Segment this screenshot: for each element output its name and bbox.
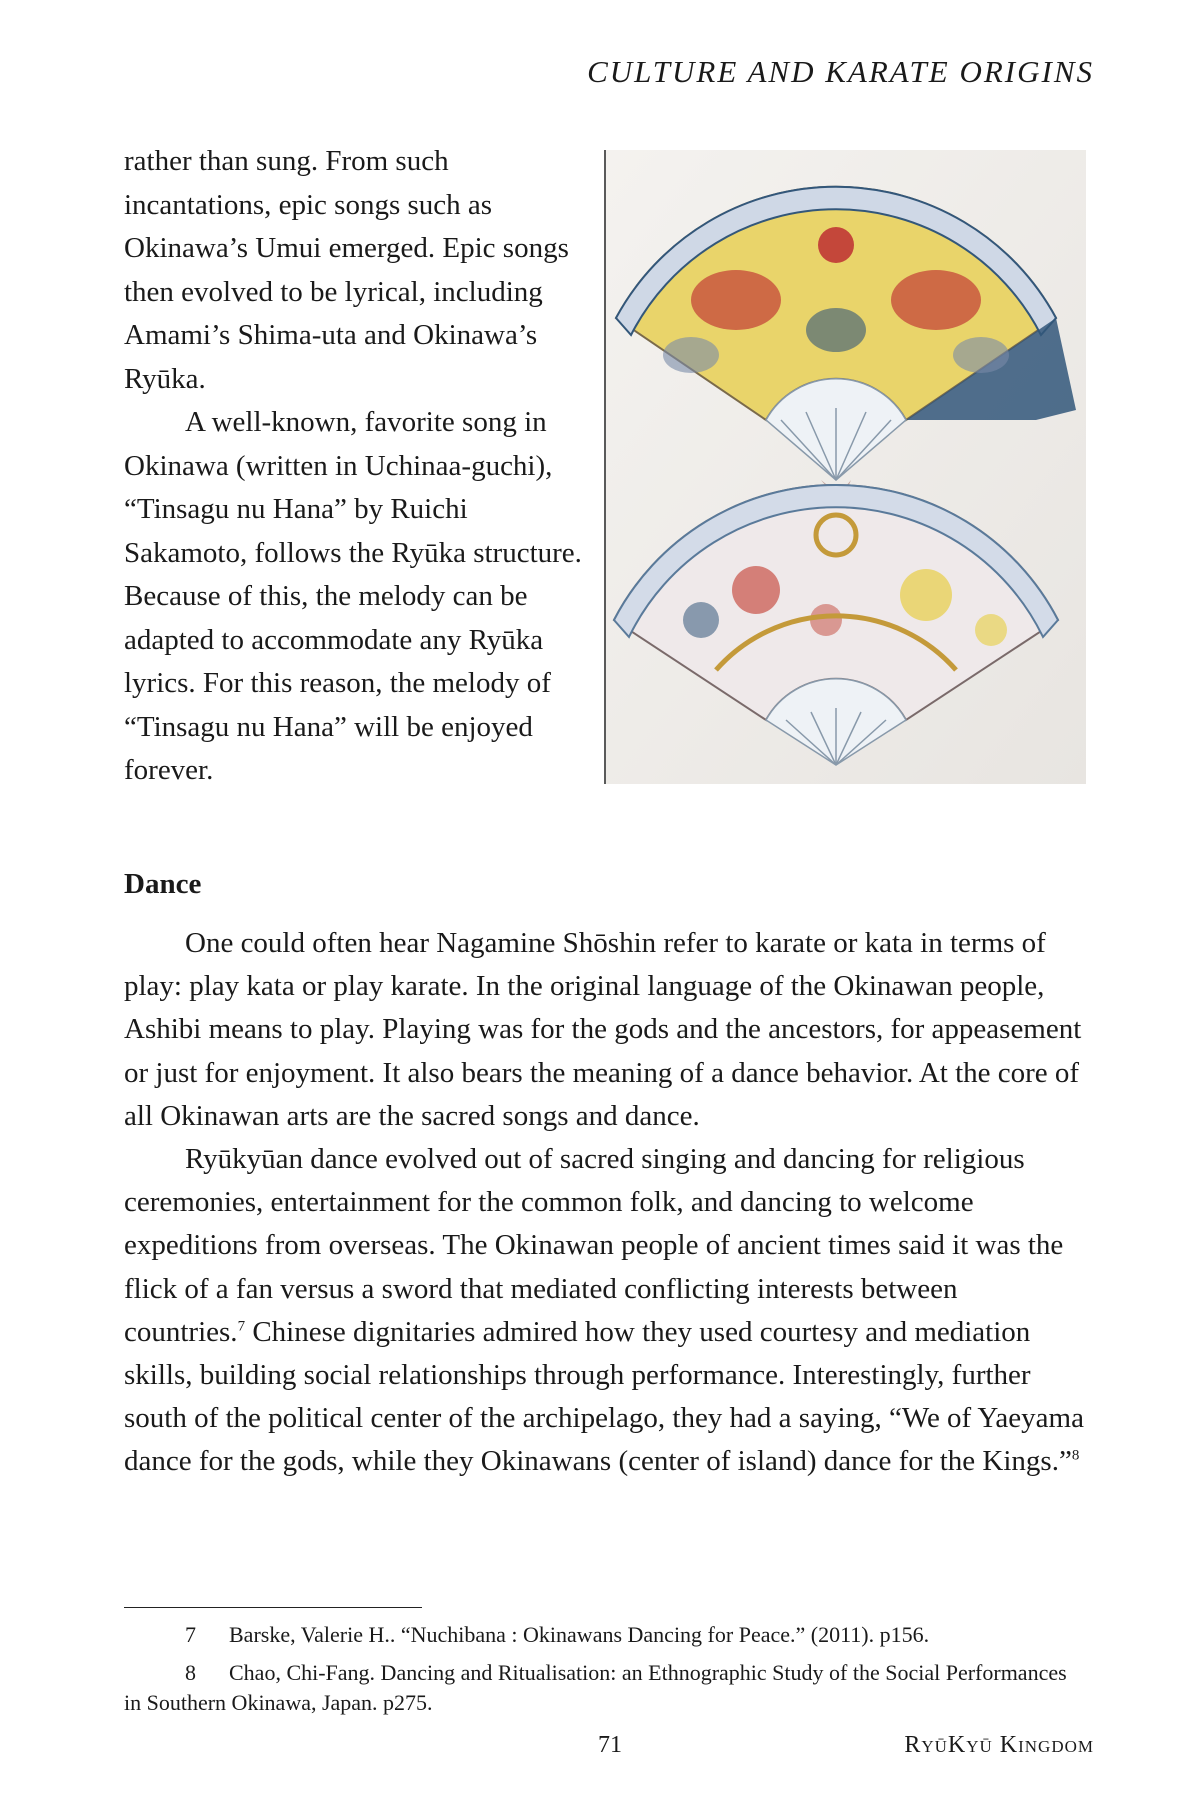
intro-column xyxy=(124,140,594,793)
footnote-number: 8 xyxy=(185,1660,196,1685)
footnote-8 xyxy=(124,1658,1084,1718)
footnote-divider xyxy=(124,1607,422,1608)
footnote-text: Barske, Valerie H.. “Nuchibana : Okinawans Dancing for Peace.” (2011). p156. xyxy=(229,1622,930,1647)
section-heading: Dance xyxy=(124,868,202,900)
running-head: CULTURE AND KARATE ORIGINS xyxy=(587,54,1094,89)
book-title: RyūKyū Kingdom xyxy=(904,1732,1094,1758)
footnote-text: Chao, Chi-Fang. Dancing and Ritualisation: an Ethnographic Study of the Social Performances in Southern Okinawa, Japan. p275. xyxy=(124,1660,1067,1715)
footnote-7 xyxy=(124,1620,1084,1650)
page-number: 71 xyxy=(598,1732,622,1758)
fans-svg xyxy=(606,150,1086,784)
footnote-ref-8[interactable]: 8 xyxy=(1071,1447,1080,1464)
intro-paragraph-1: rather than sung. From such incantations, epic songs such as Okinawa’s Umui emerged. Epic songs then evolved to be lyrical, including Amami’s Shima-uta and Okinawa’s Ryūka. xyxy=(124,145,569,395)
dance-paragraph-2 xyxy=(124,1138,1084,1484)
footnote-number: 7 xyxy=(185,1622,196,1647)
dance-paragraph-1: One could often hear Nagamine Shōshin refer to karate or kata in terms of play: play kata or play karate. In the original language of the Okinawan people, Ashibi means to play. Playing was for the gods and the ancestors, for appeasement or just for enjoyment. It also bears the meaning of a dance behavior. At the core of all Okinawan arts are the sacred songs and dance. xyxy=(124,927,1082,1132)
footnotes xyxy=(124,1620,1084,1726)
footnote-ref-7[interactable]: 7 xyxy=(237,1318,246,1335)
dance-paragraph-2-part-2: Chinese dignitaries admired how they used courtesy and mediation skills, building social relationships through performance. Interestingly, further south of the political center of the archipelago, they had a saying, “We of Yaeyama dance for the gods, while they Okinawans (center of island) dance for the Kings.” xyxy=(124,1315,1084,1478)
painted-fans-illustration xyxy=(604,150,1086,784)
dance-section-body xyxy=(124,922,1084,1484)
intro-paragraph-2: A well-known, favorite song in Okinawa (written in Uchinaa-guchi), “Tinsagu nu Hana” by Ruichi Sakamoto, follows the Ryūka structure. Because of this, the melody can be adapted to accommodate any Ryūka lyrics. For this reason, the melody of “Tinsagu nu Hana” will be enjoyed forever. xyxy=(124,406,582,786)
dance-paragraph-2-part-1: Ryūkyūan dance evolved out of sacred singing and dancing for religious ceremonies, entertainment for the common folk, and dancing to welcome expeditions from overseas. The Okinawan people of ancient times said it was the flick of a fan versus a sword that mediated conflicting interests between countries. xyxy=(124,1143,1064,1348)
